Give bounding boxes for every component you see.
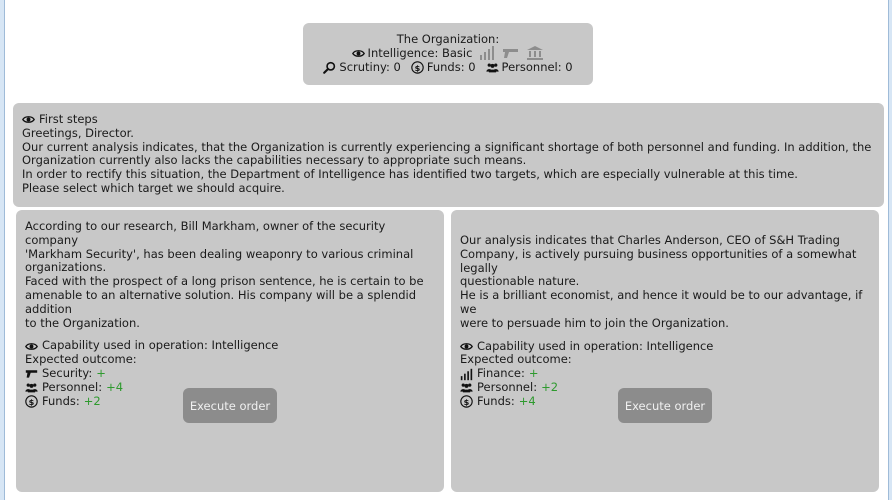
target-description-line: Our analysis indicates that Charles Anderson, CEO of S&H Trading: [460, 233, 840, 247]
outcome-label: Funds:: [477, 393, 515, 408]
personnel-icon: [486, 61, 499, 74]
outcome-label: Finance:: [477, 366, 525, 381]
funds-icon: [411, 61, 424, 74]
finance-icon: [478, 46, 496, 60]
capability-label: Capability used in operation: Intelligence: [42, 338, 279, 353]
target-description-line: According to our research, Bill Markham, owner of the security company: [25, 219, 386, 247]
personnel-status: [486, 60, 573, 74]
target-description-line: organizations.: [25, 260, 107, 275]
target-card-body: [460, 234, 869, 409]
eye-icon: [460, 340, 473, 353]
briefing-text: [22, 113, 874, 196]
magnifier-icon: [323, 61, 336, 74]
outcome-value: +2: [83, 393, 101, 408]
svg-text:$: $: [28, 396, 35, 407]
capability-label: Capability used in operation: Intelligence: [477, 338, 714, 353]
capability-line: [25, 339, 434, 353]
outcome-label: Personnel:: [42, 379, 103, 394]
briefing-panel: [13, 103, 884, 207]
outcome-label: Funds:: [42, 393, 80, 408]
outcome-value: +4: [106, 379, 124, 394]
outcome-security: [25, 367, 434, 381]
execute-order-button[interactable]: Execute order: [183, 388, 277, 423]
funds-icon: [25, 395, 38, 408]
eye-icon: [25, 340, 38, 353]
personnel-icon: [25, 381, 38, 394]
window-frame-right: [888, 0, 892, 500]
bank-icon: [526, 46, 544, 60]
outcome-value: +4: [518, 393, 536, 408]
funds-label: Funds: 0: [426, 60, 476, 74]
briefing-line: Organization currently also lacks the capabilities necessary to appropriate such means.: [22, 153, 527, 168]
target-description-line: to the Organization.: [25, 315, 140, 330]
target-card-markham: [16, 210, 444, 492]
scrutiny-status: [323, 60, 400, 74]
personnel-icon: [460, 381, 473, 394]
outcome-value: +2: [541, 379, 559, 394]
outcome-label: Personnel:: [477, 379, 538, 394]
outcome-value: +: [96, 365, 106, 380]
target-card-body: [25, 220, 434, 408]
briefing-heading-row: [22, 113, 874, 127]
eye-icon: [352, 47, 365, 60]
target-description-line: 'Markham Security', has been dealing weaponry to various criminal: [25, 246, 414, 261]
target-description-line: questionable nature.: [460, 274, 580, 289]
funds-icon: [460, 395, 473, 408]
window-frame-left: [0, 0, 5, 500]
eye-icon: [22, 113, 35, 126]
svg-text:$: $: [414, 62, 421, 73]
outcome-finance: [460, 367, 869, 381]
intelligence-status: [352, 46, 473, 60]
organization-title: The Organization:: [396, 32, 500, 46]
outcome-label: Security:: [42, 365, 93, 380]
scrutiny-label: Scrutiny: 0: [339, 60, 401, 74]
finance-icon: [460, 368, 473, 381]
organization-resources-row: [303, 60, 593, 74]
security-icon: [25, 367, 38, 380]
security-icon: [502, 46, 520, 60]
briefing-line: Greetings, Director.: [22, 125, 134, 140]
expected-outcome-label: Expected outcome:: [25, 352, 137, 367]
briefing-heading: First steps: [39, 112, 98, 126]
target-description-line: Faced with the prospect of a long prison sentence, he is certain to be: [25, 274, 424, 289]
svg-text:$: $: [463, 396, 470, 407]
execute-order-button[interactable]: Execute order: [618, 388, 712, 423]
intelligence-label: Intelligence: Basic: [367, 46, 473, 60]
organization-capabilities-row: [303, 46, 593, 60]
outcome-value: +: [528, 366, 539, 381]
expected-outcome-label: Expected outcome:: [460, 352, 572, 367]
target-description-line: Company, is actively pursuing business opportunities of a somewhat legally: [460, 246, 857, 275]
target-description-line: amenable to an alternative solution. His company will be a splendid addition: [25, 287, 417, 316]
personnel-label: Personnel: 0: [501, 60, 573, 74]
capability-line: [460, 340, 869, 354]
target-description-line: He is a brilliant economist, and hence it would be to our advantage, if we: [460, 288, 863, 316]
target-card-anderson: [451, 210, 879, 492]
organization-status-panel: [303, 23, 593, 85]
briefing-line: Our current analysis indicates, that the Organization is currently experiencing a significant shortage of both personnel and funding. In addition, the: [22, 139, 872, 154]
briefing-line: In order to rectify this situation, the Department of Intelligence has identified two targets, which are especially vulnerable at this time.: [22, 167, 798, 182]
briefing-line: Please select which target we should acquire.: [22, 180, 285, 195]
target-description-line: were to persuade him to join the Organization.: [460, 315, 729, 330]
funds-status: [411, 60, 476, 74]
